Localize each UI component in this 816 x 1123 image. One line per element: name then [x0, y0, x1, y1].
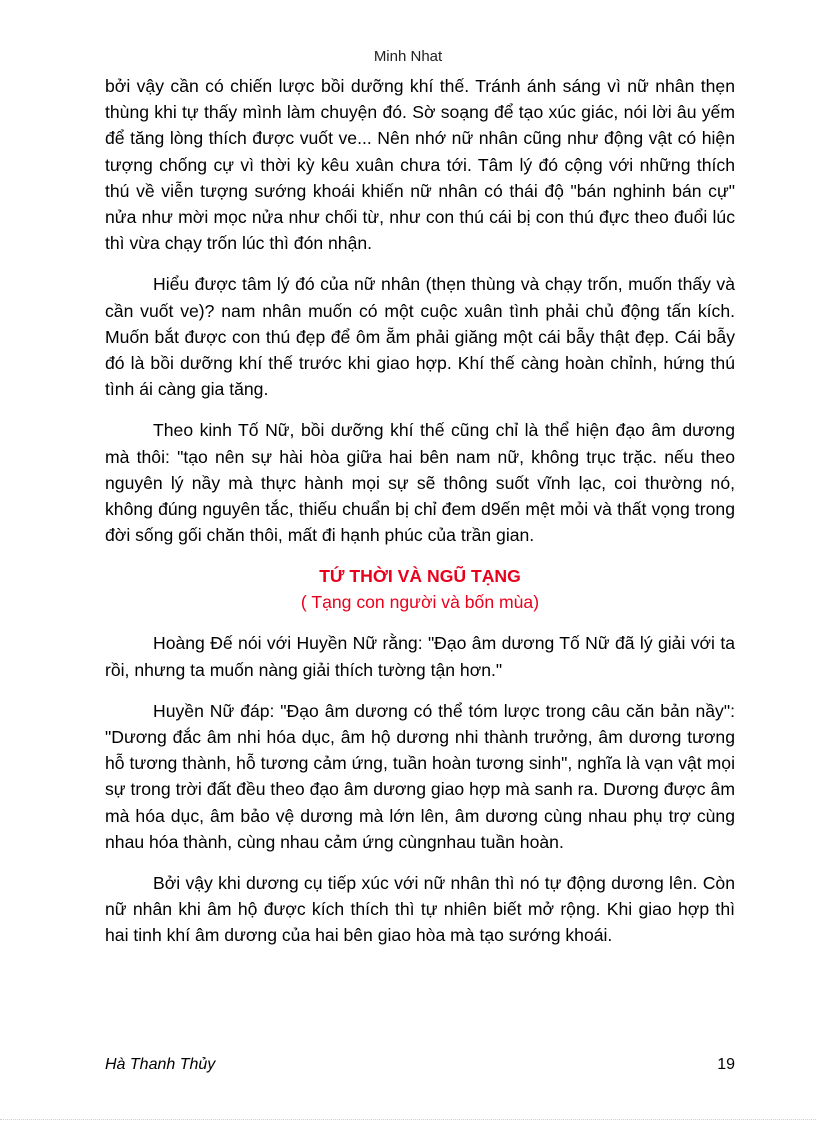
page-header: Minh Nhat	[373, 48, 443, 65]
paragraph-5: Huyền Nữ đáp: "Đạo âm dương có thể tóm lược trong câu căn bản nầy": "Dương đắc âm nhi hóa dục, âm hộ dương nhi thành trưởng, âm dương tương hỗ tương thành, hỗ tương cảm ứng, tuần hoàn tương sinh", nghĩa là vạn vật mọi sự trong trời đất đều theo đạo âm dương giao hợp mà sanh ra. Dương được âm mà hóa dục, âm bảo vệ dương mà lớn lên, âm dương cùng nhau phụ trợ cùng nhau hóa thành, cùng nhau cảm ứng cùngnhau tuần hoàn.	[105, 700, 735, 852]
paragraph-1: bởi vậy cần có chiến lược bồi dưỡng khí thế. Tránh ánh sáng vì nữ nhân thẹn thùng khi tự thấy mình làm chuyện đó. Sờ soạng để tạo xúc giác, nói lời âu yếm để tăng lòng thích được vuốt ve... Nên nhớ nữ nhân cũng như động vật có hiện tượng chống cự vì thời kỳ kêu xuân chưa tới. Tâm lý đó cộng với những thích thú về viễn tượng sướng khoái khiến nữ nhân có thái độ "bán nghinh bán cự" nửa như mời mọc nửa như chối từ, như con thú cái bị con thú đực theo đuổi lúc thì vừa chạy trốn lúc thì đón nhận.	[105, 76, 735, 254]
section-subtitle: ( Tạng con người và bốn mùa)	[300, 592, 540, 613]
page-body	[105, 73, 735, 949]
paragraph-2: Hiểu được tâm lý đó của nữ nhân (thẹn thùng và chạy trốn, muốn thấy và cần vuốt ve)? nam nhân muốn có một cuộc xuân tình phải chủ động tấn kích. Muốn bắt được con thú đẹp để ôm ẵm phải giăng một cái bẫy thật đẹp. Cái bẫy đó là bồi dưỡng khí thế trước khi giao hợp. Khí thế càng hoàn chỉnh, hứng thú tình ái càng gia tăng.	[105, 274, 735, 400]
section-title: TỨ THỜI VÀ NGŨ TẠNG	[319, 566, 521, 587]
paragraph-6: Bởi vậy khi dương cụ tiếp xúc với nữ nhân thì nó tự động dương lên. Còn nữ nhân khi âm hộ được kích thích thì tự nhiên biết mở rộng. Khi giao hợp thì hai tinh khí âm dương của hai bên giao hòa mà tạo sướng khoái.	[105, 873, 735, 946]
footer-author: Hà Thanh Thủy	[105, 1056, 216, 1073]
paragraph-3: Theo kinh Tố Nữ, bồi dưỡng khí thế cũng chỉ là thể hiện đạo âm dương mà thôi: "tạo nên sự hài hòa giữa hai bên nam nữ, không trục trặc. nếu theo nguyên lý nầy mà thực hành mọi sự sẽ thông suốt vĩnh lạc, coi thường nó, không đúng nguyên tắc, thiếu chuẩn bị chỉ đem d9ến mệt mỏi và thất vọng trong đời sống gối chăn thôi, mất đi hạnh phúc của trần gian.	[105, 420, 735, 546]
page-number: 19	[717, 1056, 735, 1073]
page-bottom-divider	[0, 1119, 816, 1120]
paragraph-4: Hoàng Đế nói với Huyền Nữ rằng: "Đạo âm dương Tố Nữ đã lý giải với ta rồi, nhưng ta muốn nàng giải thích tường tận hơn."	[105, 633, 735, 680]
